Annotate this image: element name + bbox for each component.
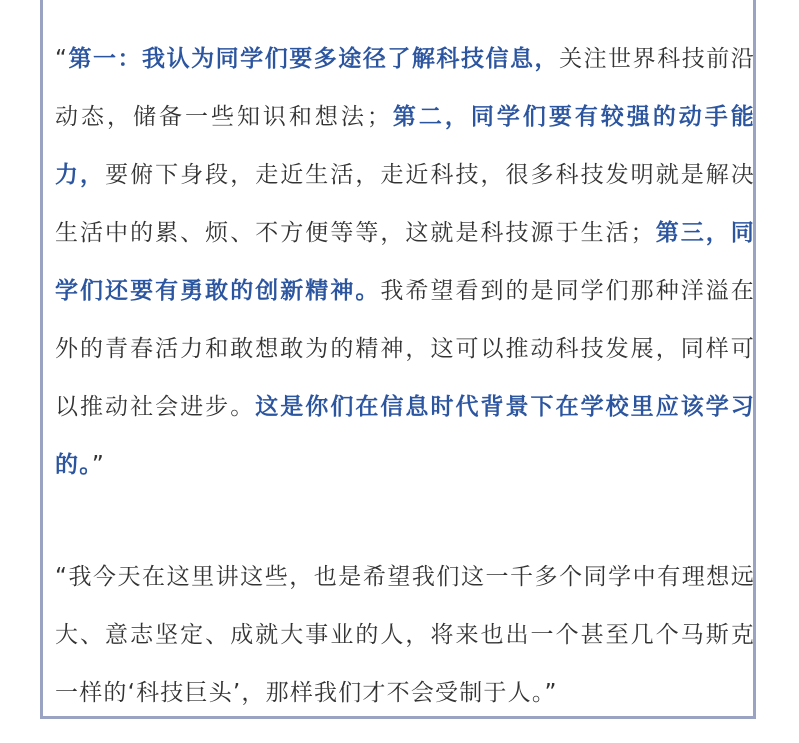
- quote-paragraph-2: “我今天在这里讲这些，也是希望我们这一千多个同学中有理想远大、意志坚定、成就大事业的人，将来也出一个甚至几个马斯克一样的‘科技巨头’，那样我们才不会受制于人。”: [55, 564, 755, 706]
- conclusion-highlight: 这是你们在信息时代背景下在学校里应该学习的。: [55, 394, 755, 478]
- point-three-highlight: 第三，同学们还要有勇敢的创新精神。: [55, 220, 755, 304]
- open-quote: “: [55, 46, 69, 72]
- point-one-text: 关注世界科技前沿动态，储备一些知识和想法；: [55, 46, 755, 130]
- point-two-text: 要俯下身段，走近生活，走近科技，很多科技发明就是解决生活中的累、烦、不方便等等，这就是科技源于生活；: [55, 162, 755, 246]
- point-one-highlight: 第一：我认为同学们要多途径了解科技信息，: [68, 46, 560, 72]
- close-quote: ”: [91, 452, 106, 478]
- point-two-highlight: 第二，同学们要有较强的动手能力，: [55, 104, 755, 188]
- point-three-text: 我希望看到的是同学们那种洋溢在外的青春活力和敢想敢为的精神，这可以推动科技发展，同样可以推动社会进步。: [55, 278, 756, 420]
- quote-paragraph-1: [55, 30, 755, 494]
